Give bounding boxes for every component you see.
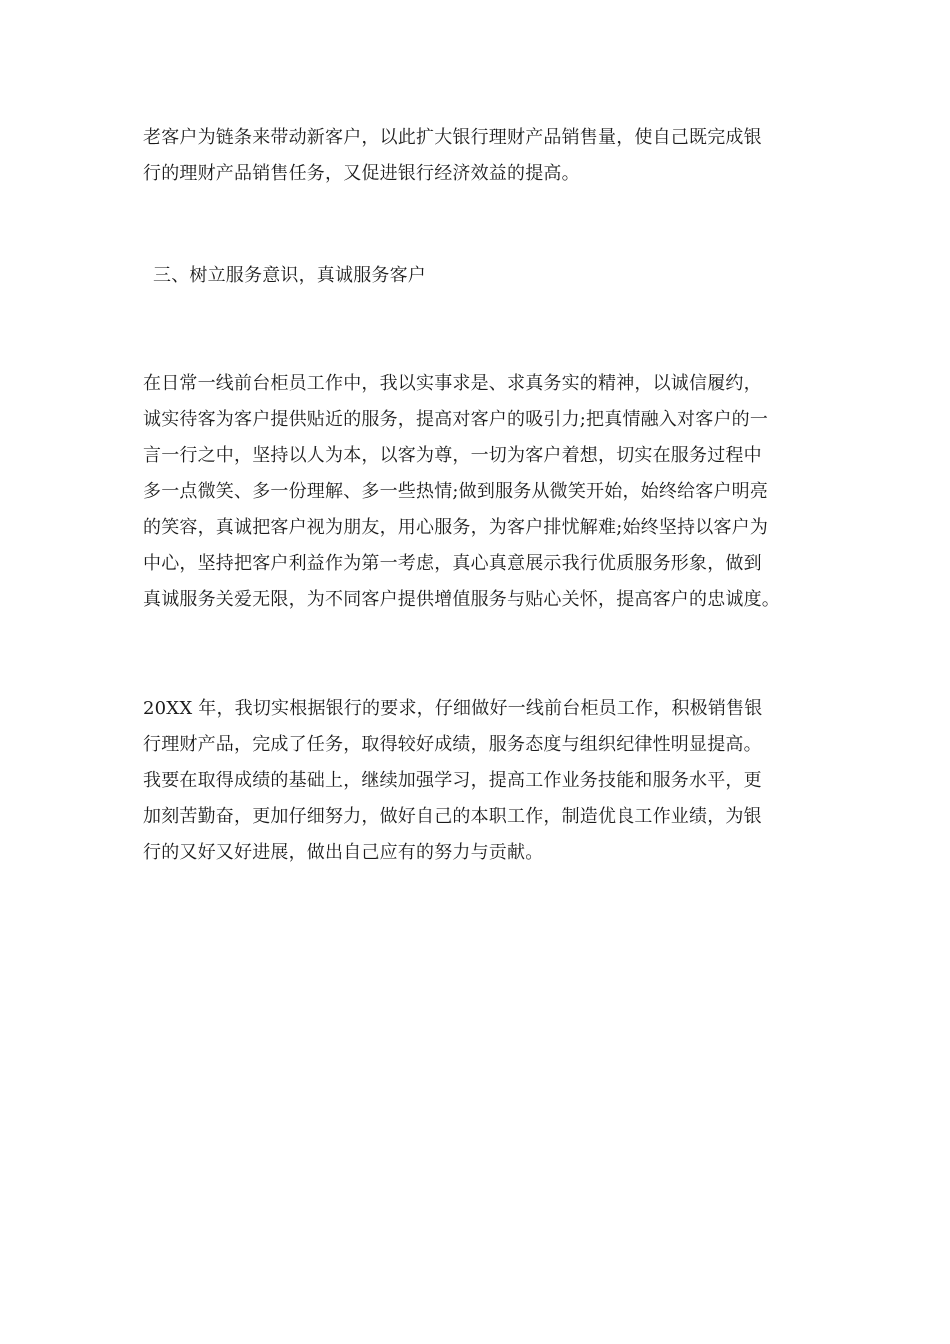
paragraph-customer-chain — [143, 120, 807, 192]
text-line: 在日常一线前台柜员工作中，我以实事求是、求真务实的精神，以诚信履约， — [143, 373, 762, 394]
text-line: 中心，坚持把客户利益作为第一考虑，真心真意展示我行优质服务形象，做到 — [143, 553, 762, 574]
paragraph-service-practice — [143, 366, 807, 618]
text-line: 行理财产品，完成了任务，取得较好成绩，服务态度与组织纪律性明显提高。 — [143, 734, 762, 755]
text-line: 加刻苦勤奋，更加仔细努力，做好自己的本职工作，制造优良工作业绩，为银 — [143, 806, 762, 827]
section-heading-service-awareness — [143, 258, 807, 294]
text-line: 行的又好又好进展，做出自己应有的努力与贡献。 — [143, 842, 544, 863]
text-line: 我要在取得成绩的基础上，继续加强学习，提高工作业务技能和服务水平，更 — [143, 770, 762, 791]
text-line: 老客户为链条来带动新客户，以此扩大银行理财产品销售量，使自己既完成银 — [143, 127, 762, 148]
text-line: 多一点微笑、多一份理解、多一些热情;做到服务从微笑开始，始终给客户明亮 — [143, 481, 769, 502]
text-line: 的笑容，真诚把客户视为朋友，用心服务，为客户排忧解难;始终坚持以客户为 — [143, 517, 769, 538]
heading-text: 三、树立服务意识，真诚服务客户 — [153, 265, 426, 286]
text-line: 20XX 年，我切实根据银行的要求，仔细做好一线前台柜员工作，积极销售银 — [143, 698, 763, 719]
paragraph-year-summary — [143, 691, 807, 871]
text-line: 真诚服务关爱无限，为不同客户提供增值服务与贴心关怀，提高客户的忠诚度。 — [143, 589, 780, 610]
text-line: 行的理财产品销售任务，又促进银行经济效益的提高。 — [143, 163, 580, 184]
text-line: 诚实待客为客户提供贴近的服务，提高对客户的吸引力;把真情融入对客户的一 — [143, 409, 769, 430]
text-line: 言一行之中，坚持以人为本，以客为尊，一切为客户着想，切实在服务过程中 — [143, 445, 762, 466]
